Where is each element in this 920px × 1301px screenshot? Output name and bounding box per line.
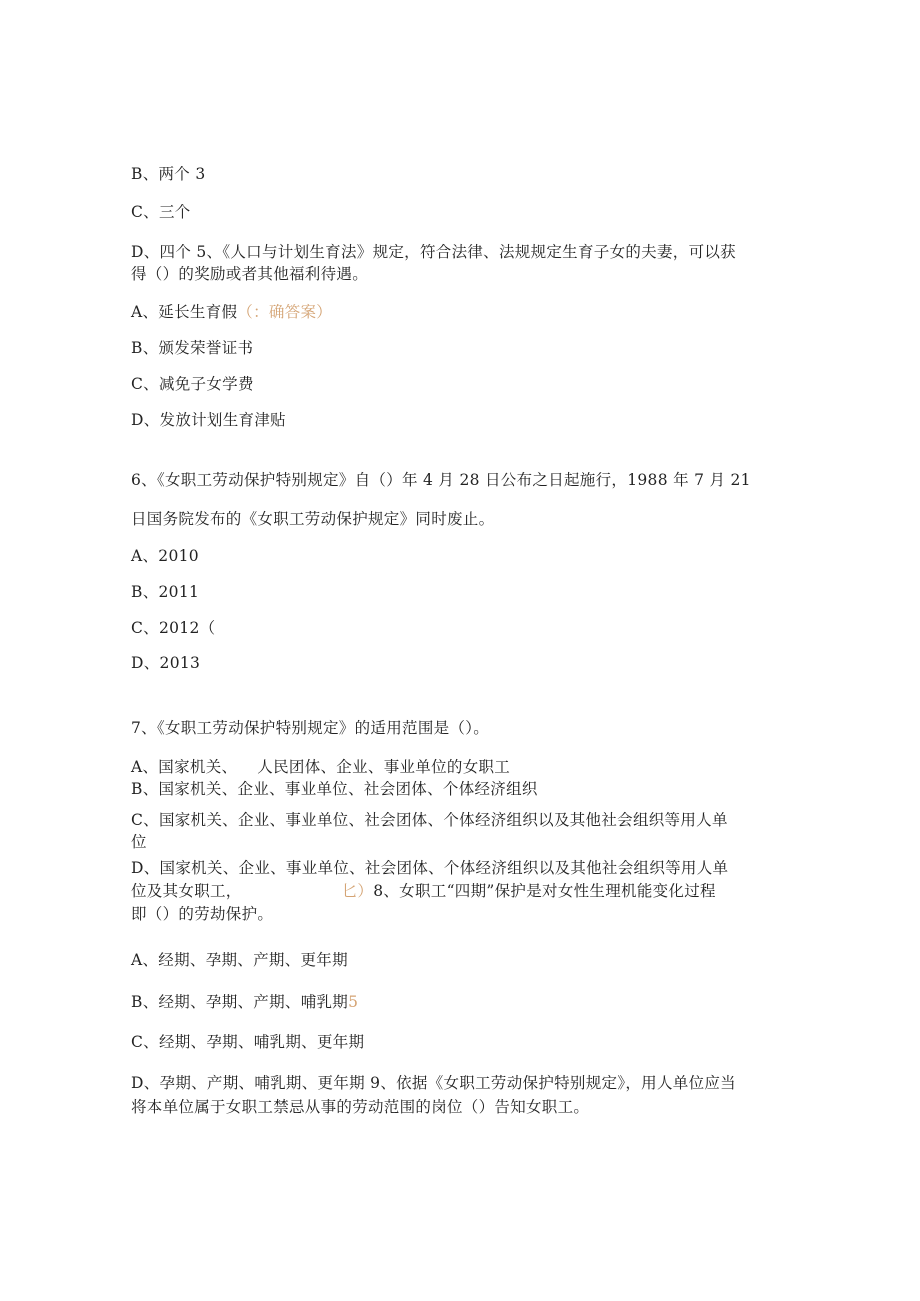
q7-option-d-line2-text: 位及其女职工， — [131, 882, 242, 900]
q8-option-a: A、经期、孕期、产期、更年期 — [131, 951, 348, 969]
q6-option-c: C、2012（ — [131, 619, 216, 637]
q8-question-line1: 8、女职工“四期”保护是对女性生理机能变化过程 — [373, 882, 716, 900]
q7-option-a-part2: 人民团体、企业、事业单位的女职工 — [257, 758, 511, 776]
q7-option-c-line2: 位 — [131, 833, 147, 851]
q8-question-line2: 即（）的劳劫保护。 — [131, 905, 274, 923]
q9-question-line2: 将本单位属于女职工禁忌从事的劳动范围的岗位（）告知女职工。 — [131, 1098, 590, 1116]
q4-option-b: B、两个 3 — [131, 165, 206, 183]
q5-option-a-text: A、延长生育假 — [131, 303, 238, 321]
answer-hint: （：确答案） — [237, 303, 333, 321]
q5-option-d: D、发放计划生育津贴 — [131, 411, 286, 429]
q5-option-c: C、减免子女学费 — [131, 375, 254, 393]
q8-option-b-text: B、经期、孕期、产期、哺乳期 — [131, 993, 349, 1011]
q7-option-d-line1: D、国家机关、企业、事业单位、社会团体、个体经济组织以及其他社会组织等用人单 — [131, 859, 729, 877]
q6-question-line2: 日国务院发布的《女职工劳动保护规定》同时废止。 — [131, 510, 495, 528]
q7-option-a — [131, 756, 510, 778]
q6-option-b: B、2011 — [131, 583, 200, 601]
q5-option-a — [131, 301, 332, 323]
q4-option-d-q5-question-line1: D、四个 5、《人口与计划生育法》规定，符合法律、法规规定生育子女的夫妻，可以获 — [131, 243, 736, 261]
q7-option-a-part1: A、国家机关、 — [131, 758, 238, 776]
q8-option-c: C、经期、孕期、哺乳期、更年期 — [131, 1033, 365, 1051]
q6-question-line1: 6、《女职工劳动保护特别规定》自（）年 4 月 28 日公布之日起施行，1988 年 7 月 21 — [131, 471, 751, 489]
q6-option-a: A、2010 — [131, 547, 199, 565]
q7-option-b: B、国家机关、企业、事业单位、社会团体、个体经济组织 — [131, 780, 538, 798]
q5-option-b: B、颁发荣誉证书 — [131, 339, 254, 357]
q4-option-c: C、三个 — [131, 203, 191, 221]
stray-mark: 匕） — [341, 882, 374, 900]
q8-option-b — [131, 991, 358, 1013]
q8-option-d-q9-question-line1: D、孕期、产期、哺乳期、更年期 9、依据《女职工劳动保护特别规定》，用人单位应当 — [131, 1074, 736, 1092]
stray-mark-5: 5 — [348, 993, 359, 1011]
q7-option-d-line2 — [131, 880, 716, 902]
q6-option-d: D、2013 — [131, 654, 201, 672]
q7-question: 7、《女职工劳动保护特别规定》的适用范围是（）。 — [131, 719, 490, 737]
q7-option-c-line1: C、国家机关、企业、事业单位、社会团体、个体经济组织以及其他社会组织等用人单 — [131, 811, 728, 829]
q5-question-line2: 得（）的奖励或者其他福利待遇。 — [131, 265, 369, 283]
